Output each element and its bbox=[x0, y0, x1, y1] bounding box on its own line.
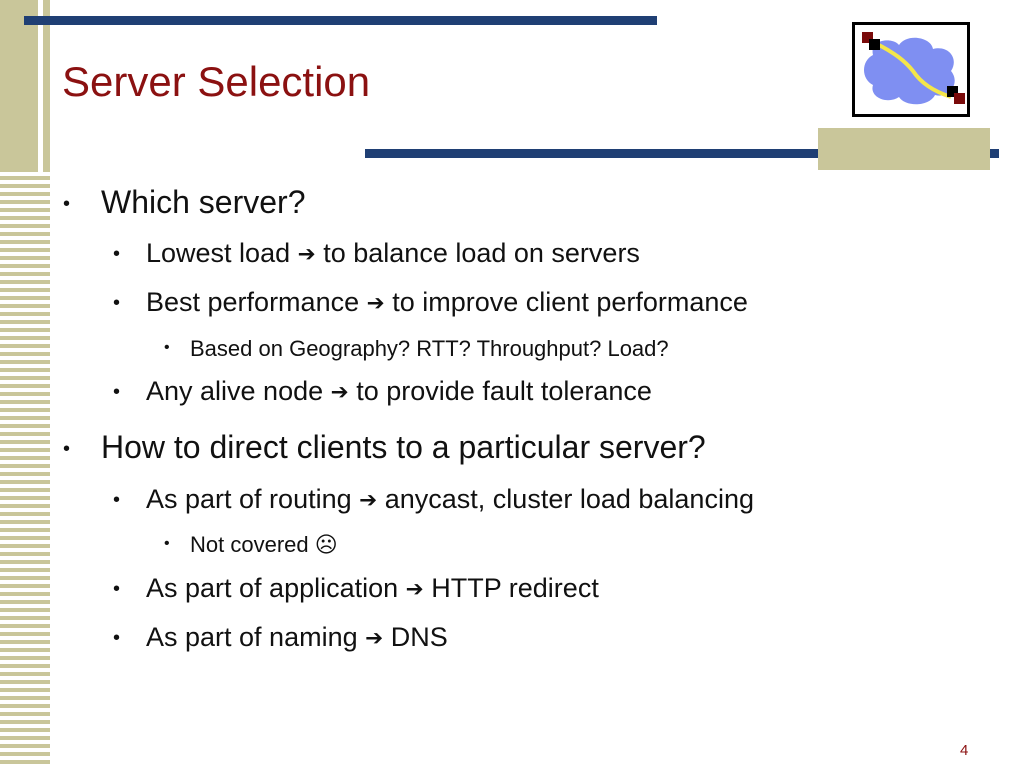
bullet-lowest-load: • Lowest load ➔ to balance load on servers bbox=[113, 238, 640, 268]
bullet-application: • As part of application ➔ HTTP redirect bbox=[113, 573, 599, 603]
bullet-routing: • As part of routing ➔ anycast, cluster load balancing bbox=[113, 484, 754, 514]
bullet-how-to-direct: • How to direct clients to a particular server? bbox=[63, 429, 706, 465]
right-arrow-icon: ➔ bbox=[365, 624, 384, 650]
right-arrow-icon: ➔ bbox=[366, 289, 385, 315]
right-arrow-icon: ➔ bbox=[359, 486, 378, 512]
slide-title: Server Selection bbox=[62, 58, 371, 105]
page-number: 4 bbox=[960, 742, 969, 759]
right-arrow-icon: ➔ bbox=[297, 240, 316, 266]
bullet-based-on: • Based on Geography? RTT? Throughput? Load? bbox=[164, 336, 669, 361]
bullet-which-server: • Which server? bbox=[63, 184, 306, 220]
right-arrow-icon: ➔ bbox=[330, 378, 349, 404]
bullet-naming: • As part of naming ➔ DNS bbox=[113, 622, 448, 652]
right-arrow-icon: ➔ bbox=[405, 575, 424, 601]
bullet-not-covered: • Not covered ☹ bbox=[164, 532, 338, 557]
bullet-any-alive-node: • Any alive node ➔ to provide fault tolerance bbox=[113, 376, 652, 406]
frown-icon: ☹ bbox=[314, 532, 338, 557]
bullet-best-performance: • Best performance ➔ to improve client performance bbox=[113, 287, 748, 317]
